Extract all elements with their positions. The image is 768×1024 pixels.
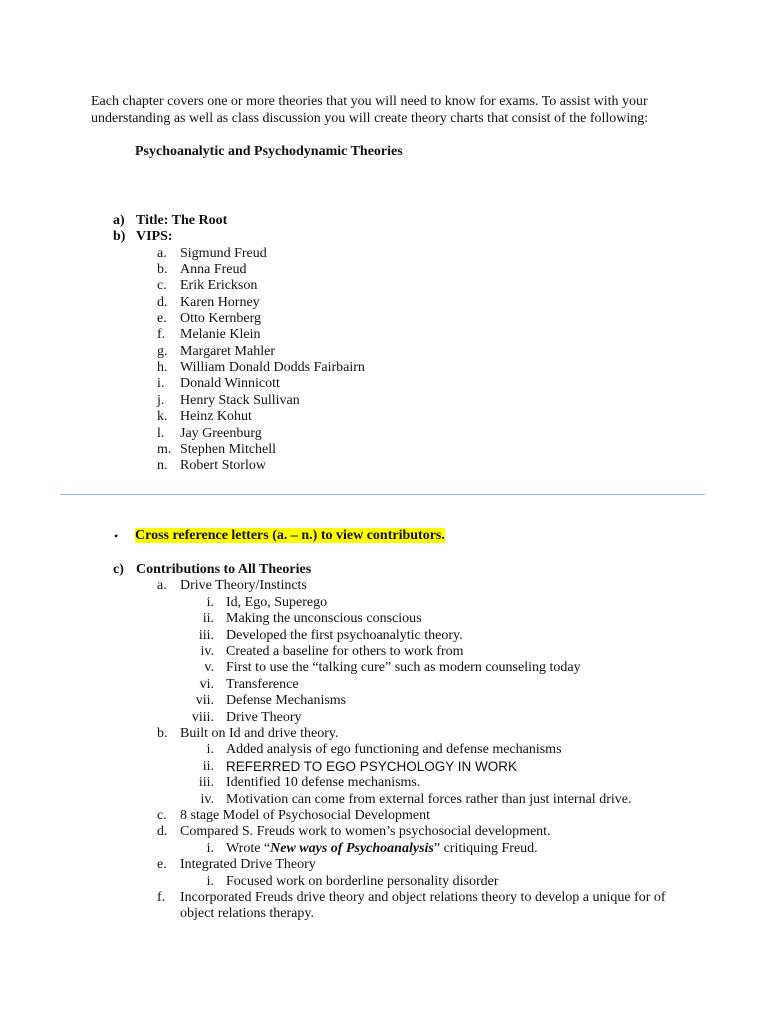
sub-marker: i. xyxy=(206,742,214,757)
sub-text: REFERRED TO EGO PSYCHOLOGY IN WORK xyxy=(226,759,518,774)
sub-marker: vii. xyxy=(195,693,214,708)
vip-name: Jay Greenburg xyxy=(180,426,262,441)
vip-marker: c. xyxy=(157,278,167,293)
item-b-marker: b) xyxy=(113,229,126,244)
bullet-icon: • xyxy=(114,529,119,543)
sub-text: Making the unconscious conscious xyxy=(226,611,422,626)
sub-text: Developed the first psychoanalytic theory. xyxy=(226,628,463,643)
vip-name: Robert Storlow xyxy=(180,458,266,473)
item-c-marker: c) xyxy=(113,562,124,577)
sub-marker: viii. xyxy=(191,710,214,725)
vip-marker: j. xyxy=(157,393,165,408)
vip-name: William Donald Dodds Fairbairn xyxy=(180,360,365,375)
vip-marker: l. xyxy=(157,426,165,441)
contribution-text: Compared S. Freuds work to women’s psychosocial development. xyxy=(180,824,551,839)
sub-marker: vi. xyxy=(199,677,214,692)
vip-name: Erik Erickson xyxy=(180,278,258,293)
vip-name: Heinz Kohut xyxy=(180,409,252,424)
sub-marker: i. xyxy=(206,874,214,889)
sub-marker: ii. xyxy=(202,611,214,626)
contribution-marker: b. xyxy=(157,726,168,741)
sub-marker: iv. xyxy=(200,792,214,807)
contribution-marker: f. xyxy=(157,890,166,905)
contribution-marker: a. xyxy=(157,578,167,593)
sub-text: Transference xyxy=(226,677,299,692)
vip-marker: n. xyxy=(157,458,168,473)
sub-marker: ii. xyxy=(202,759,214,774)
section-title: Psychoanalytic and Psychodynamic Theories xyxy=(135,144,403,159)
vip-name: Donald Winnicott xyxy=(180,376,280,391)
sub-text-post: ” critiquing Freud. xyxy=(433,841,538,856)
contribution-marker: c. xyxy=(157,808,167,823)
sub-marker: iv. xyxy=(200,644,214,659)
sub-marker: iii. xyxy=(198,628,214,643)
contribution-text: Incorporated Freuds drive theory and object relations theory to develop a unique for of xyxy=(180,890,666,905)
item-b-text: VIPS: xyxy=(136,229,173,244)
sub-text: First to use the “talking cure” such as modern counseling today xyxy=(226,660,581,675)
vip-marker: f. xyxy=(157,327,166,342)
vip-name: Sigmund Freud xyxy=(180,246,267,261)
sub-text-pre: Wrote “ xyxy=(226,841,271,856)
cross-reference-note-text: Cross reference letters (a. – n.) to view contributors. xyxy=(135,528,445,543)
contribution-text: Drive Theory/Instincts xyxy=(180,578,307,593)
vip-name: Karen Horney xyxy=(180,295,260,310)
vip-marker: g. xyxy=(157,344,168,359)
sub-marker: iii. xyxy=(198,775,214,790)
sub-text: Defense Mechanisms xyxy=(226,693,347,708)
contribution-text: Built on Id and drive theory. xyxy=(180,726,339,741)
contribution-text: Integrated Drive Theory xyxy=(180,857,316,872)
vip-marker: m. xyxy=(157,442,172,457)
sub-marker: i. xyxy=(206,595,214,610)
sub-text: Id, Ego, Superego xyxy=(226,595,328,610)
sub-text: Focused work on borderline personality disorder xyxy=(226,874,499,889)
vip-name: Anna Freud xyxy=(180,262,247,277)
intro-paragraph xyxy=(91,93,691,127)
book-title: New ways of Psychoanalysis xyxy=(270,841,434,856)
vip-marker: d. xyxy=(157,295,168,310)
sub-text: Identified 10 defense mechanisms. xyxy=(226,775,421,790)
vip-marker: b. xyxy=(157,262,168,277)
vip-name: Stephen Mitchell xyxy=(180,442,277,457)
contribution-marker: d. xyxy=(157,824,168,839)
vip-marker: i. xyxy=(157,376,165,391)
item-a-text: Title: The Root xyxy=(136,213,228,228)
vip-name: Melanie Klein xyxy=(180,327,261,342)
sub-text xyxy=(226,841,538,857)
vip-marker: h. xyxy=(157,360,168,375)
vip-name: Margaret Mahler xyxy=(180,344,275,359)
sub-text: Added analysis of ego functioning and defense mechanisms xyxy=(226,742,562,757)
sub-text: Motivation can come from external forces rather than just internal drive. xyxy=(226,792,632,807)
vip-name: Henry Stack Sullivan xyxy=(180,393,300,408)
contribution-text: 8 stage Model of Psychosocial Development xyxy=(180,808,431,823)
sub-marker: i. xyxy=(206,841,214,856)
vip-marker: e. xyxy=(157,311,167,326)
item-c-text: Contributions to All Theories xyxy=(136,562,312,577)
vip-name: Otto Kernberg xyxy=(180,311,261,326)
vip-marker: k. xyxy=(157,409,168,424)
intro-line-2: understanding as well as class discussion you will create theory charts that consist of the following: xyxy=(91,111,649,126)
sub-marker: v. xyxy=(204,660,214,675)
item-a-marker: a) xyxy=(113,213,125,228)
sub-text: Drive Theory xyxy=(226,710,302,725)
sub-text: Created a baseline for others to work from xyxy=(226,644,464,659)
contribution-marker: e. xyxy=(157,857,167,872)
intro-line-1: Each chapter covers one or more theories that you will need to know for exams. To assist with your xyxy=(91,94,648,109)
cross-reference-note xyxy=(135,528,445,544)
divider-line xyxy=(60,494,705,495)
vip-marker: a. xyxy=(157,246,167,261)
contribution-text-continued: object relations therapy. xyxy=(180,906,314,921)
